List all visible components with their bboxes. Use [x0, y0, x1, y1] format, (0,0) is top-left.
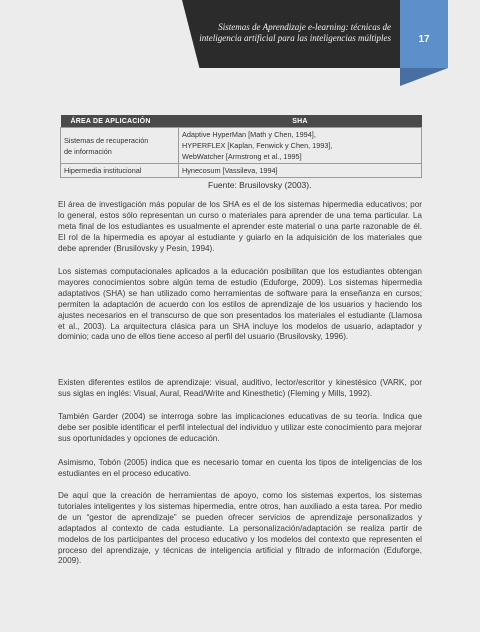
- body-paragraph: De aquí que la creación de herramientas de apoyo, como los sistemas expertos, los sistemas tutoriales inteligentes y los sistemas hipermedia, entre otros, han auxiliado a esta tarea. Por medio de un “gestor de aprendizaje” se pueden ofrecer servicios de aprendizaje personalizados y adaptados al contexto de cada estudiante. La personalización/adaptación se realiza partir de modelos de los participantes del proceso educativo y los modelos del contexto que representen el proceso del aprendizaje, y técnicas de inteligencia artificial y filtrado de información (Eduforge, 2009).: [58, 491, 422, 566]
- header-sha: SHA: [179, 115, 422, 128]
- body-paragraph: Asimismo, Tobón (2005) indica que es necesario tomar en cuenta los tipos de inteligencias de los estudiantes en el proceso educativo.: [58, 458, 422, 478]
- area-line: Sistemas de recuperación: [64, 135, 149, 145]
- body-paragraph: También Garder (2004) se interroga sobre las implicaciones educativas de su teoría. Indica que debe ser posible identificar el perfil intelectual del individuo y utilizar este conocimiento para mejorar sus oportunidades y opciones de educación.: [58, 412, 422, 443]
- header-title-line1: Sistemas de Aprendizaje e-learning: técnicas de: [218, 22, 391, 32]
- running-header: [196, 22, 391, 44]
- table-cell-sha: [179, 164, 422, 178]
- table-cell-sha: [179, 128, 422, 164]
- page-number: 17: [418, 34, 430, 45]
- table-cell-area: [61, 164, 179, 178]
- table-row: [61, 128, 422, 164]
- sha-table: [60, 115, 422, 178]
- table-source: Fuente: Brusilovsky (2003).: [208, 180, 312, 190]
- sha-line: HYPERFLEX [Kaplan, Fenwick y Chen, 1993],: [182, 141, 333, 150]
- body-paragraph: Los sistemas computacionales aplicados a la educación posibilitan que los estudiantes obtengan mayores conocimientos sobre algún tema de estudio (Eduforge, 2009). Los sistemas hipermedia adaptativos (SHA) se han utilizado como herramientas de software para la enseñanza en cursos; permiten la adaptación de acuerdo con los estilos de aprendizaje de los usuarios y haciendo los ajustes necesarios en el transcurso de que son presentados los materiales el estudiante (Llamosa et al., 2003). La arquitectura clásica para un SHA incluye los modelos de usuario, adaptador y dominio; cada uno de ellos tiene acceso al perfil del usuario (Brusilovsky, 1996).: [58, 267, 422, 342]
- area-line: de información: [64, 146, 112, 156]
- header-area: ÁREA DE APLICACIÓN: [61, 115, 179, 128]
- sha-line: Adaptive HyperMan [Math y Chen, 1994],: [182, 130, 316, 139]
- table-cell-area: [61, 128, 179, 164]
- body-paragraph: El área de investigación más popular de los SHA es el de los sistemas hipermedia educativos; por lo general, estos sólo representan un curso o materiales para aprender de una tema particular. La meta final de los estudiantes es usualmente el aprender este material o una parte razonable de él. El rol de la hipermedia es apoyar al estudiante y guiarlo en la adquisición de los materiales que debe aprender (Brusilovsky y Pesin, 1994).: [58, 200, 422, 253]
- body-paragraph: Existen diferentes estilos de aprendizaje: visual, auditivo, lector/escritor y kinestésico (VARK, por sus siglas en inglés: Visual, Aural, Read/Write and Kinesthetic) (Fleming y Mills, 1992).: [58, 378, 422, 398]
- table-header-row: [61, 115, 422, 128]
- header-title-line2: inteligencia artificial para las inteligencias múltiples: [199, 33, 391, 43]
- table-row: [61, 164, 422, 178]
- area-line: Hipermedia institucional: [64, 166, 142, 175]
- sha-line: Hynecosum [Vassileva, 1994]: [182, 166, 278, 175]
- page-tab-fold: [400, 68, 448, 86]
- sha-line: WebWatcher [Armstrong et al., 1995]: [182, 152, 302, 161]
